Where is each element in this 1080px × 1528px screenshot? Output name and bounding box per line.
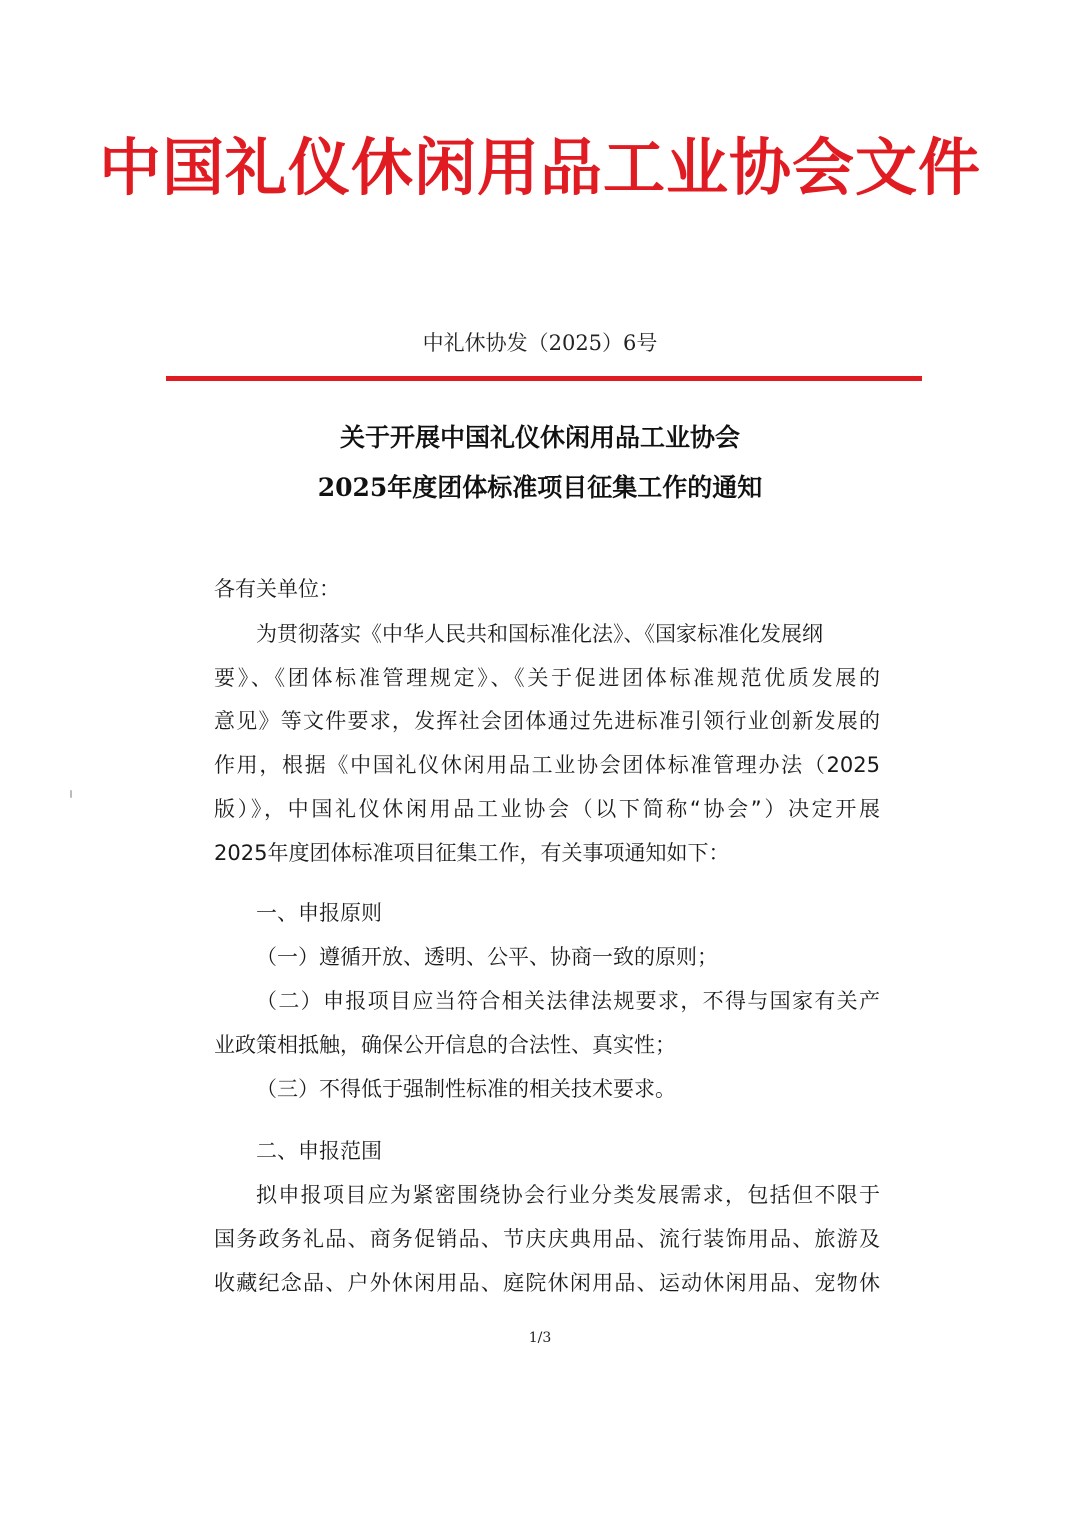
document-number: 中礼休协发（2025）6号 — [422, 331, 658, 355]
section-item: （二）申报项目应当符合相关法律法规要求，不得与国家有关产 — [256, 989, 880, 1013]
org-header-title: 中国礼仪休闲用品工业协会文件 — [98, 131, 981, 204]
intro-line: 版）》，中国礼仪休闲用品工业协会（以下简称“协会”）决定开展 — [214, 797, 880, 821]
scope-line: 国务政务礼品、商务促销品、节庆庆典用品、流行装饰用品、旅游及 — [214, 1227, 880, 1251]
intro-line: 作用，根据《中国礼仪休闲用品工业协会团体标准管理办法（2025 — [214, 753, 880, 777]
intro-line: 为贯彻落实《中华人民共和国标准化法》、《国家标准化发展纲 — [256, 622, 823, 646]
salutation: 各有关单位： — [214, 577, 340, 601]
scope-line: 拟申报项目应为紧密围绕协会行业分类发展需求，包括但不限于 — [256, 1183, 880, 1207]
page-number: 1/3 — [528, 1330, 552, 1346]
scan-speck — [70, 790, 72, 798]
intro-line: 意见》等文件要求，发挥社会团体通过先进标准引领行业创新发展的 — [214, 709, 880, 733]
section-item: （一）遵循开放、透明、公平、协商一致的原则； — [256, 945, 718, 969]
intro-line: 要》、《团体标准管理规定》、《关于促进团体标准规范优质发展的 — [214, 666, 880, 690]
notice-title-line-2: 2025年度团体标准项目征集工作的通知 — [317, 473, 763, 502]
notice-title-line-1: 关于开展中国礼仪休闲用品工业协会 — [339, 423, 740, 452]
scope-line: 收藏纪念品、户外休闲用品、庭院休闲用品、运动休闲用品、宠物休 — [214, 1271, 880, 1295]
section-item: 业政策相抵触，确保公开信息的合法性、真实性； — [214, 1033, 676, 1057]
section-heading-1: 一、申报原则 — [256, 901, 382, 925]
section-item: （三）不得低于强制性标准的相关技术要求。 — [256, 1077, 676, 1101]
section-heading-2: 二、申报范围 — [256, 1139, 382, 1163]
intro-line: 2025年度团体标准项目征集工作，有关事项通知如下： — [214, 841, 730, 865]
red-divider — [166, 376, 922, 381]
